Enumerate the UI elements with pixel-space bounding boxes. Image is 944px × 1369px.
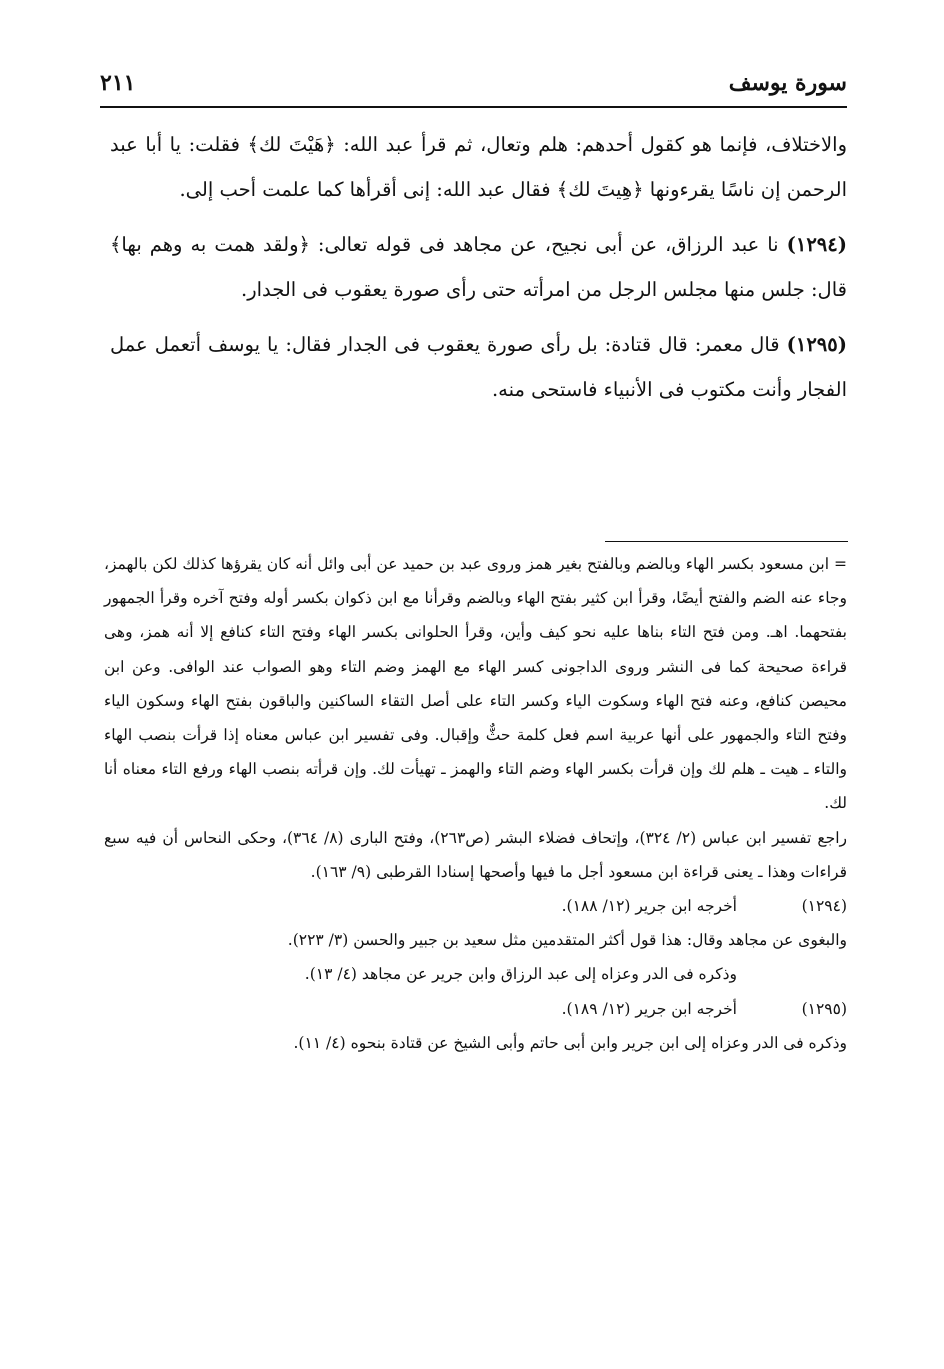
hadith-text: نا عبد الرزاق، عن أبى نجيح، عن مجاهد فى قوله تعالى: ﴿ولقد همت به وهم بها﴾ قال: جلس منها مجلس الرجل من امرأته حتى رأى صورة يعقوب فى الجدار. <box>110 233 847 301</box>
footnotes <box>104 547 847 1060</box>
header-divider <box>100 106 847 108</box>
footnote-line: أخرجه ابن جرير (١٢/ ١٨٩). <box>561 999 737 1018</box>
footnote-line: وذكره فى الدر وعزاه إلى ابن جرير وابن أبى حاتم وأبى الشيخ عن قتادة بنحوه (٤/ ١١). <box>293 1033 847 1052</box>
surah-title: سورة يوسف <box>728 70 847 96</box>
footnote-1294 <box>104 889 847 923</box>
footnote-divider <box>605 541 848 542</box>
footnote-1295 <box>104 992 847 1026</box>
hadith-number: (١٢٩٤) <box>786 233 847 256</box>
hadith-1295 <box>110 322 847 412</box>
footnote-line: أخرجه ابن جرير (١٢/ ١٨٨). <box>561 897 737 916</box>
page-number: ٢١١ <box>100 70 136 96</box>
footnote-continuation: = ابن مسعود بكسر الهاء وبالضم وبالفتح بغير همز وروى عبد بن حميد عن أبى وائل أنه كان يقرؤها كذلك لكن بالهمز، وجاء عنه الضم والفتح أيضًا، وقرأ ابن كثير بفتح الهاء وبالضم وقرأنا مع ابن ذكوان بكسر أوله وفتح آخره وقرأ الجمهور بفتحهما. اهـ. ومن فتح التاء بناها عليه نحو كيف وأين، وقرأ الحلوانى بكسر الهاء وفتح التاء كنافع إلا أنه همز، وهى قراءة صحيحة كما فى النشر وروى الداجونى كسر الهاء مع الهمز وضم التاء وهو الصواب عند الوافى. وعن ابن محيصن كنافع، وعنه فتح الهاء وسكوت الياء وكسر التاء على أصل التقاء الساكنين والباقون بفتح الهاء وسكون الياء وفتح التاء والجمهور على أنها عربية اسم فعل كلمة حثٌّ وإقبال. وفى تفسير ابن عباس معناه إذا قرأت بنصب الهاء والتاء ـ هيت ـ هلم لك وإن قرأت بكسر الهاء وضم التاء والهمز ـ تهيأت لك. وإن قرأته بنصب الهاء ورفع التاء معناه أنا لك. <box>104 555 847 813</box>
footnote-references: راجع تفسير ابن عباس (٢/ ٣٢٤)، وإتحاف فضلاء البشر (ص٢٦٣)، وفتح البارى (٨/ ٣٦٤)، وحكى النحاس أن فيه سبع قراءات وهذا ـ يعنى قراءة ابن مسعود أجل ما فيها وأصحها إسنادا القرطبى (٩/ ١٦٣). <box>104 828 847 881</box>
paragraph-continuation: والاختلاف، فإنما هو كقول أحدهم: هلم وتعال، ثم قرأ عبد الله: ﴿هَيْتَ لك﴾ فقلت: يا أبا عبد الرحمن إن ناسًا يقرءونها ﴿هِيتَ لك﴾ فقال عبد الله: إنى أقرأها كما علمت أحب إلى. <box>110 133 847 201</box>
footnote-line: والبغوى عن مجاهد وقال: هذا قول أكثر المتقدمين مثل سعيد بن جبير والحسن (٣/ ٢٢٣). <box>287 931 847 950</box>
main-text <box>110 122 847 422</box>
page-header <box>100 70 847 104</box>
hadith-text: قال معمر: قال قتادة: بل رأى صورة يعقوب فى الجدار فقال: يا يوسف أتعمل عمل الفجار وأنت مكتوب فى الأنبياء فاستحى منه. <box>110 333 847 401</box>
footnote-label: (١٢٩٤) <box>801 897 847 916</box>
hadith-number: (١٢٩٥) <box>786 333 847 356</box>
footnote-label: (١٢٩٥) <box>801 999 847 1018</box>
hadith-1294 <box>110 222 847 312</box>
footnote-line: وذكره فى الدر وعزاه إلى عبد الرزاق وابن جرير عن مجاهد (٤/ ١٣). <box>304 965 737 984</box>
